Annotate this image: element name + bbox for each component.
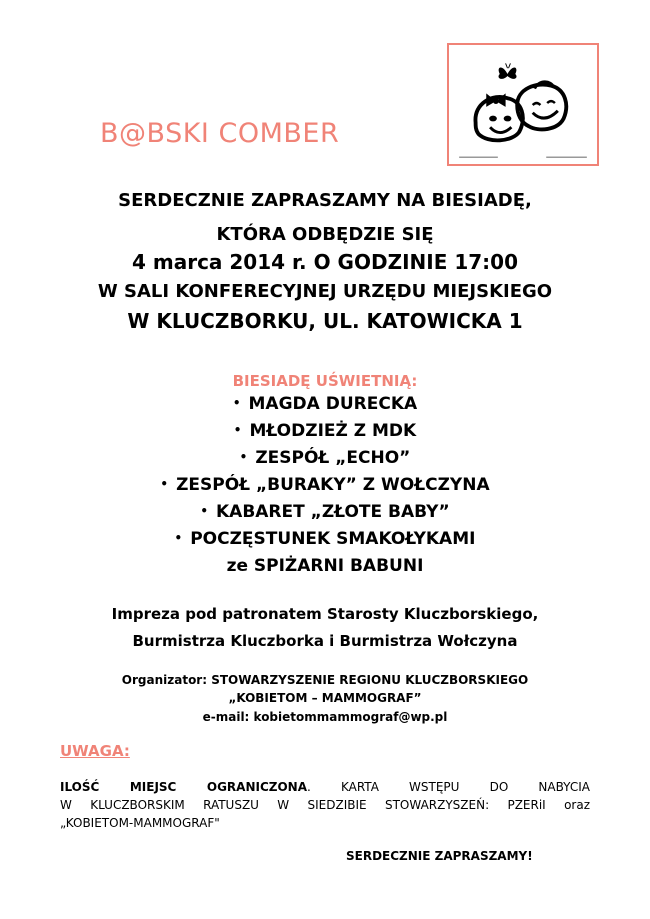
bullet-icon: • <box>160 477 169 491</box>
closing-text: SERDECZNIE ZAPRASZAMY! <box>346 849 533 863</box>
list-item <box>0 421 650 441</box>
notice-line-2: W KLUCZBORSKIM RATUSZU W SIEDZIBIE STOWARZYSZEŃ: PZERiI oraz <box>60 798 590 812</box>
list-item-label: POCZĘSTUNEK SMAKOŁYKAMI <box>190 529 476 549</box>
list-item <box>0 502 650 522</box>
bullet-icon: • <box>232 396 241 410</box>
bullet-icon: • <box>174 531 183 545</box>
event-title: B@BSKI COMBER <box>100 118 340 149</box>
guests-heading: BIESIADĘ UŚWIETNIĄ: <box>232 372 418 390</box>
bullet-icon: • <box>239 450 248 464</box>
patronage-line-2: Burmistrza Kluczborka i Burmistrza Wołczyna <box>132 632 518 650</box>
notice-limited-seats: ILOŚĆ MIEJSC OGRANICZONA <box>60 780 307 794</box>
list-item-label: MAGDA DURECKA <box>248 394 418 414</box>
two-smiling-faces-butterfly-icon <box>449 45 597 164</box>
list-item <box>0 529 650 549</box>
event-address: W KLUCZBORKU, UL. KATOWICKA 1 <box>127 309 523 333</box>
notice-line-3: „KOBIETOM-MAMMOGRAF" <box>60 816 220 830</box>
list-item-continuation: ze SPIŻARNI BABUNI <box>226 556 424 576</box>
organizer-line-2: „KOBIETOM – MAMMOGRAF” <box>228 691 422 705</box>
list-item-label: ZESPÓŁ „ECHO” <box>255 448 411 468</box>
invitation-line-2: KTÓRA ODBĘDZIE SIĘ <box>216 224 434 245</box>
bullet-icon: • <box>233 423 242 437</box>
list-item <box>0 475 650 495</box>
event-venue: W SALI KONFERECYJNEJ URZĘDU MIEJSKIEGO <box>97 281 553 302</box>
patronage-line-1: Impreza pod patronatem Starosty Kluczborskiego, <box>111 605 539 623</box>
organizer-email: e-mail: kobietommammograf@wp.pl <box>202 710 448 724</box>
list-item-label: MŁODZIEŻ Z MDK <box>249 421 417 441</box>
invitation-line-1: SERDECZNIE ZAPRASZAMY NA BIESIADĘ, <box>118 190 532 211</box>
list-item <box>0 394 650 414</box>
list-item <box>0 448 650 468</box>
list-item-label: ZESPÓŁ „BURAKY” Z WOŁCZYNA <box>176 475 490 495</box>
notice-line-1-rest: . KARTA WSTĘPU DO NABYCIA <box>307 780 590 794</box>
notice-line-1 <box>60 781 590 793</box>
list-item-label: KABARET „ZŁOTE BABY” <box>215 502 450 522</box>
notice-heading: UWAGA: <box>60 742 130 760</box>
organizer-line-1: Organizator: STOWARZYSZENIE REGIONU KLUCZBORSKIEGO <box>121 673 529 687</box>
logo <box>447 43 599 166</box>
bullet-icon: • <box>200 504 208 518</box>
event-date: 4 marca 2014 r. O GODZINIE 17:00 <box>132 250 518 274</box>
